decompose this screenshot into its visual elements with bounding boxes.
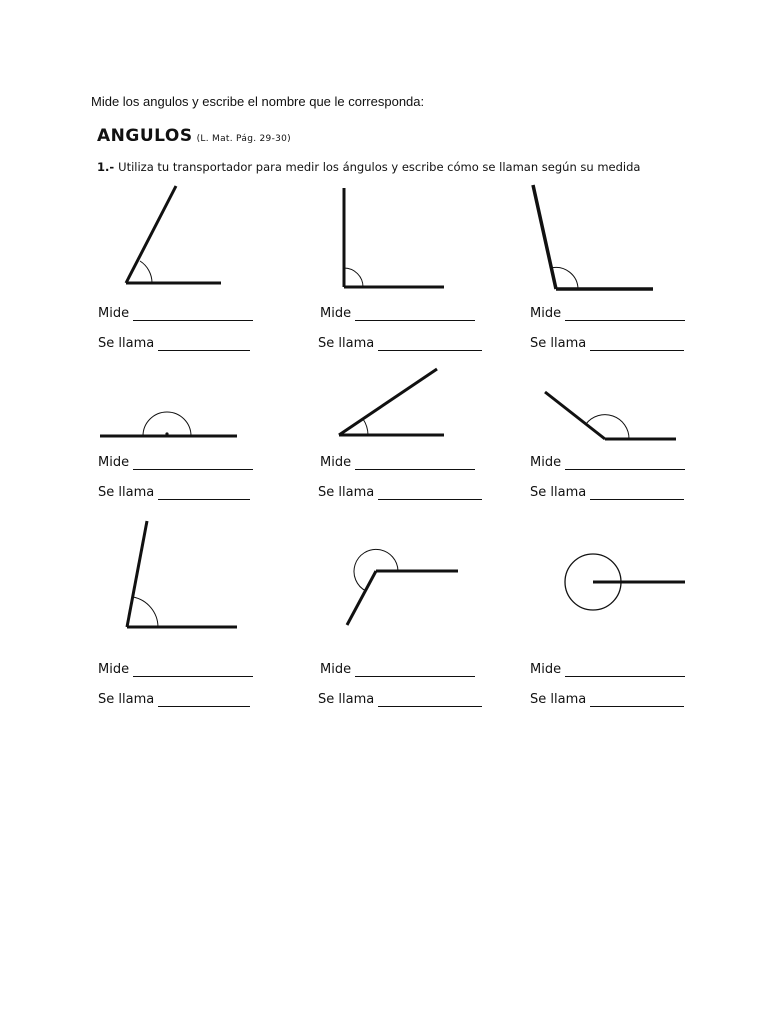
- angle-figure-2: [344, 188, 444, 287]
- measure-blank[interactable]: [133, 310, 253, 321]
- angle-figure-7: [127, 521, 237, 627]
- angle-figure-3: [533, 185, 653, 289]
- measure-blank[interactable]: [565, 459, 685, 470]
- measure-label: Mide: [320, 455, 352, 470]
- name-label: Se llama: [318, 485, 375, 500]
- measure-line-2: [320, 306, 475, 321]
- worksheet-title-text: ANGULOS: [97, 126, 193, 146]
- textbook-reference: (L. Mat. Pág. 29-30): [196, 134, 291, 144]
- measure-blank[interactable]: [565, 310, 685, 321]
- measure-line-8: [320, 662, 475, 677]
- name-line-5: [318, 485, 482, 500]
- measure-line-7: [98, 662, 253, 677]
- angle-figure-4: [100, 412, 237, 436]
- angle-figure-6: [545, 392, 676, 439]
- name-blank[interactable]: [158, 489, 250, 500]
- measure-blank[interactable]: [355, 459, 475, 470]
- name-label: Se llama: [98, 692, 155, 707]
- name-line-9: [530, 692, 684, 707]
- name-label: Se llama: [530, 692, 587, 707]
- measure-label: Mide: [98, 662, 130, 677]
- angle-figure-9: [565, 554, 685, 610]
- name-label: Se llama: [318, 336, 375, 351]
- measure-blank[interactable]: [133, 459, 253, 470]
- measure-blank[interactable]: [565, 666, 685, 677]
- measure-blank[interactable]: [355, 310, 475, 321]
- name-blank[interactable]: [378, 489, 482, 500]
- name-label: Se llama: [318, 692, 375, 707]
- name-line-8: [318, 692, 482, 707]
- measure-line-5: [320, 455, 475, 470]
- name-blank[interactable]: [590, 340, 684, 351]
- instruction-number: 1.-: [97, 160, 115, 174]
- measure-label: Mide: [320, 306, 352, 321]
- measure-label: Mide: [530, 662, 562, 677]
- measure-line-9: [530, 662, 685, 677]
- page-intro-text: Mide los angulos y escribe el nombre que le corresponda:: [91, 94, 425, 109]
- name-line-1: [98, 336, 250, 351]
- measure-line-6: [530, 455, 685, 470]
- measure-label: Mide: [98, 306, 130, 321]
- measure-label: Mide: [530, 455, 562, 470]
- name-label: Se llama: [530, 485, 587, 500]
- measure-blank[interactable]: [355, 666, 475, 677]
- name-line-4: [98, 485, 250, 500]
- name-line-3: [530, 336, 684, 351]
- measure-blank[interactable]: [133, 666, 253, 677]
- name-blank[interactable]: [378, 696, 482, 707]
- measure-label: Mide: [530, 306, 562, 321]
- angle-figure-5: [339, 369, 444, 435]
- name-line-7: [98, 692, 250, 707]
- measure-line-1: [98, 306, 253, 321]
- measure-line-3: [530, 306, 685, 321]
- name-blank[interactable]: [158, 696, 250, 707]
- angle-figure-1: [126, 186, 221, 283]
- name-label: Se llama: [98, 485, 155, 500]
- name-blank[interactable]: [590, 489, 684, 500]
- measure-label: Mide: [98, 455, 130, 470]
- measure-label: Mide: [320, 662, 352, 677]
- name-label: Se llama: [98, 336, 155, 351]
- name-line-6: [530, 485, 684, 500]
- name-label: Se llama: [530, 336, 587, 351]
- name-blank[interactable]: [158, 340, 250, 351]
- name-blank[interactable]: [378, 340, 482, 351]
- name-line-2: [318, 336, 482, 351]
- measure-line-4: [98, 455, 253, 470]
- angle-figure-8: [347, 549, 458, 625]
- name-blank[interactable]: [590, 696, 684, 707]
- instruction-text: Utiliza tu transportador para medir los ángulos y escribe cómo se llaman según su medida: [118, 160, 641, 174]
